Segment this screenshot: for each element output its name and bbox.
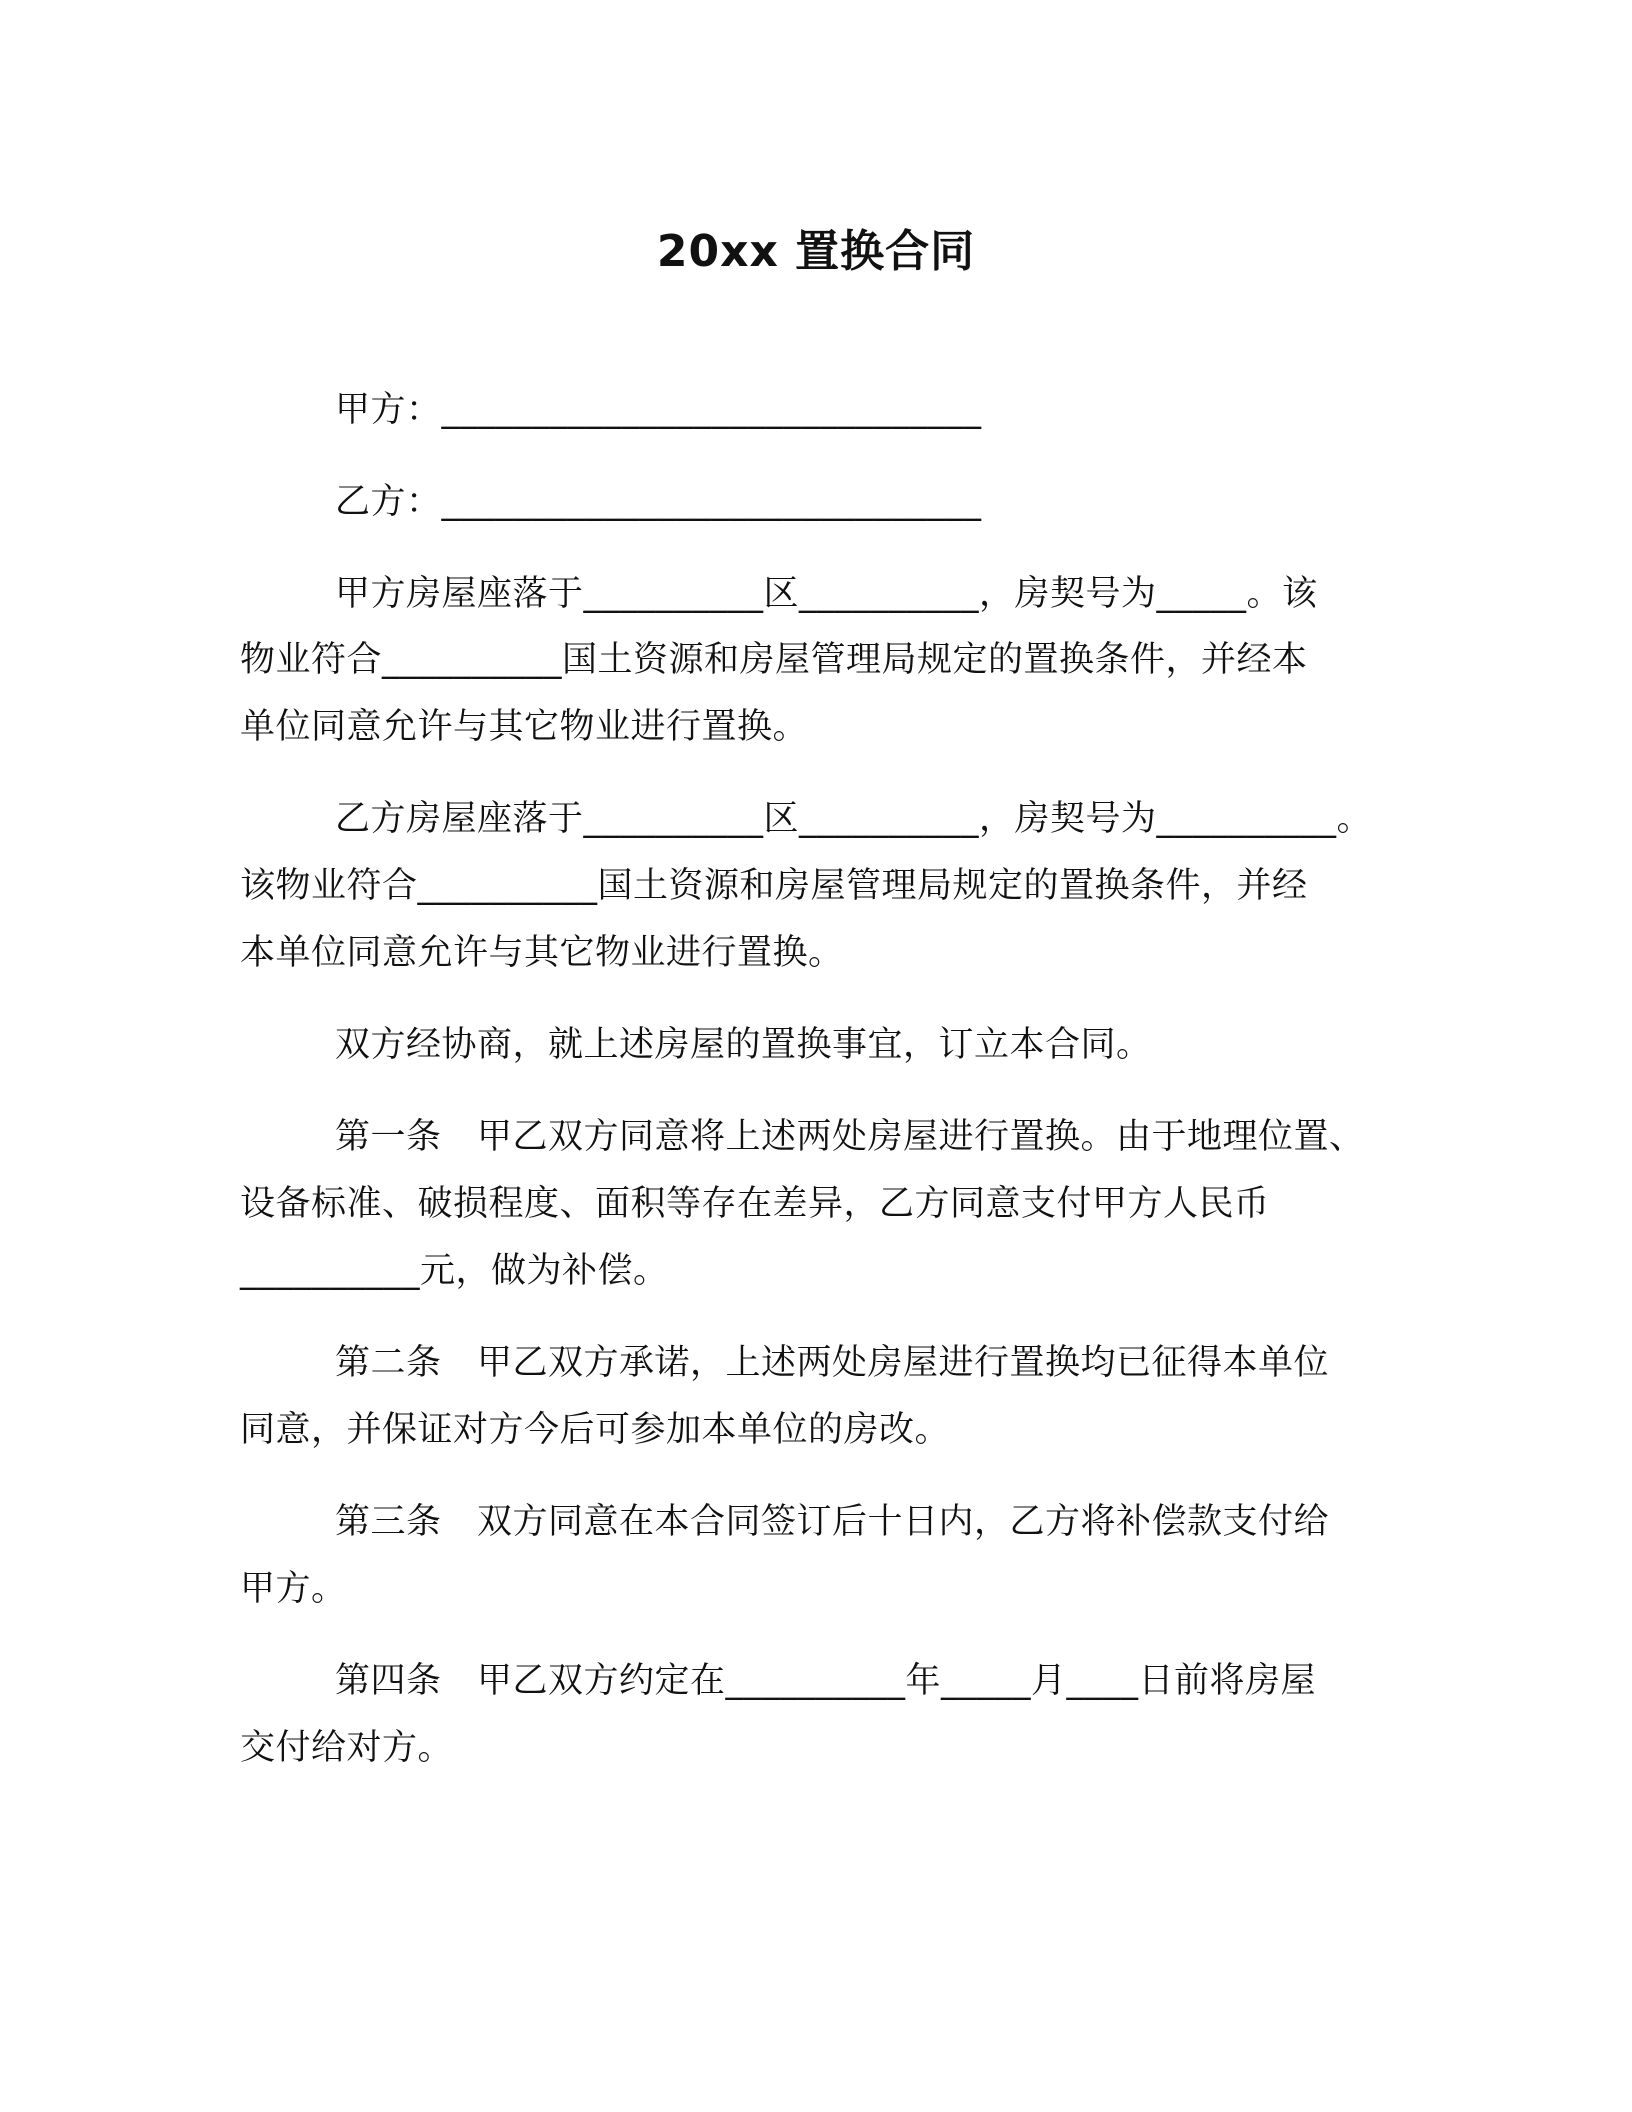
paragraph-line: 第二条 甲乙双方承诺，上述两处房屋进行置换均已征得本单位 — [335, 1343, 1330, 1383]
paragraph-line: 第一条 甲乙双方同意将上述两处房屋进行置换。由于地理位置、 — [335, 1117, 1365, 1157]
party-a-field: 甲方：______________________________ — [335, 390, 982, 430]
paragraph-line: 同意，并保证对方今后可参加本单位的房改。 — [240, 1410, 951, 1450]
paragraph-line: 单位同意允许与其它物业进行置换。 — [240, 707, 809, 747]
paragraph-line: 双方经协商，就上述房屋的置换事宜，订立本合同。 — [335, 1025, 1152, 1065]
paragraph-line: 设备标准、破损程度、面积等存在差异，乙方同意支付甲方人民币 — [240, 1184, 1270, 1224]
paragraph-line: 甲方。 — [240, 1569, 347, 1609]
paragraph-line: __________元，做为补偿。 — [240, 1251, 669, 1291]
paragraph-line: 物业符合__________国土资源和房屋管理局规定的置换条件，并经本 — [240, 640, 1308, 680]
paragraph-line: 本单位同意允许与其它物业进行置换。 — [240, 933, 844, 973]
document-title: 20xx 置换合同 — [656, 226, 976, 277]
paragraph-line: 交付给对方。 — [240, 1728, 454, 1768]
paragraph-line: 该物业符合__________国土资源和房屋管理局规定的置换条件，并经 — [240, 866, 1308, 906]
party-b-field: 乙方：______________________________ — [335, 482, 982, 522]
paragraph-line: 第四条 甲乙双方约定在__________年_____月____日前将房屋 — [335, 1661, 1317, 1701]
paragraph-line: 第三条 双方同意在本合同签订后十日内，乙方将补偿款支付给 — [335, 1502, 1330, 1542]
paragraph-line: 甲方房屋座落于__________区__________，房契号为_____。该 — [335, 574, 1318, 614]
paragraph-line: 乙方房屋座落于__________区__________，房契号为__________。 — [335, 799, 1373, 839]
